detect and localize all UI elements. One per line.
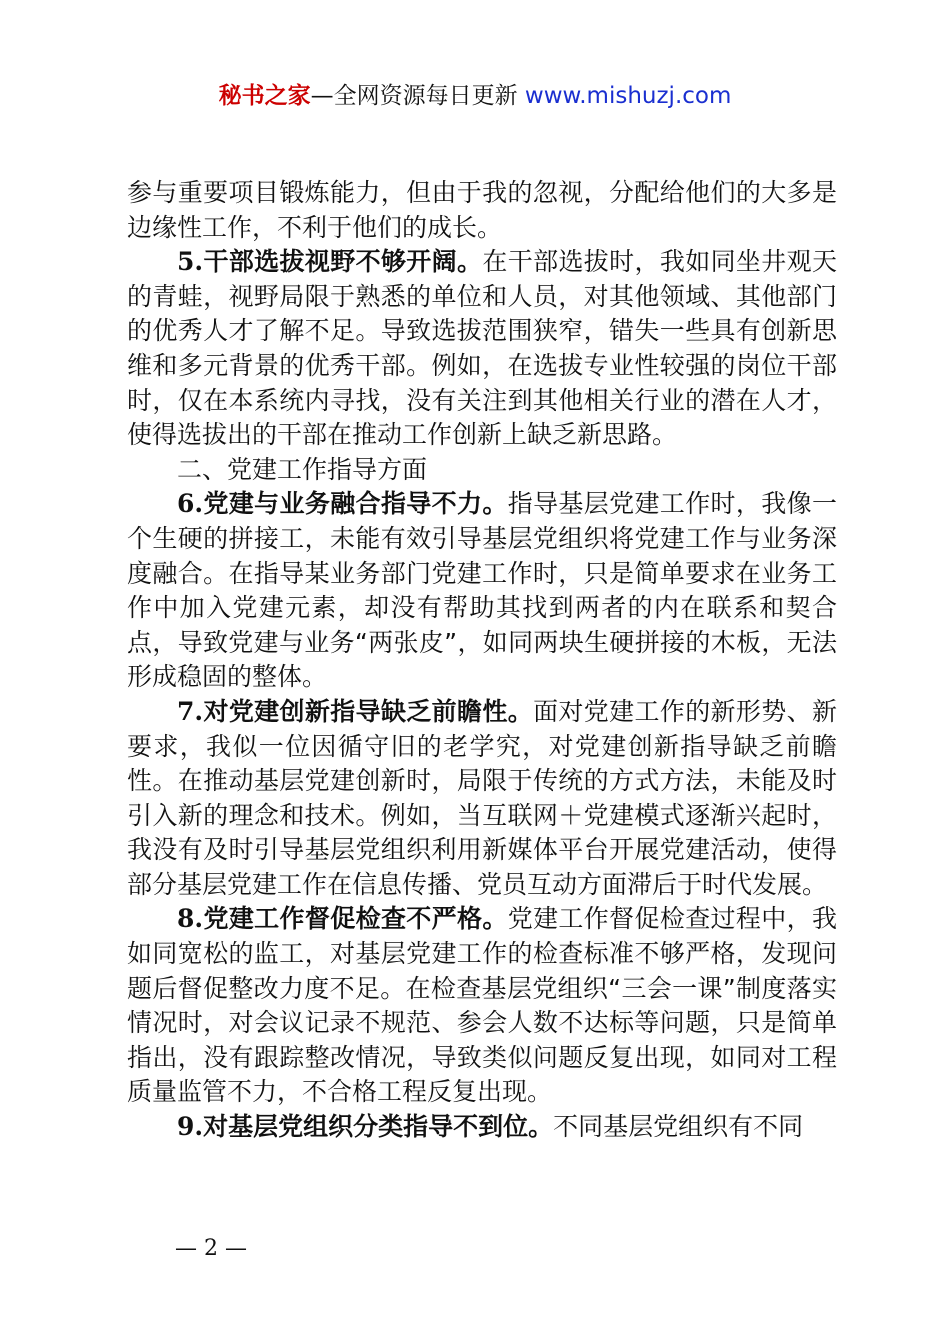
banner-tagline: —全网资源每日更新 bbox=[310, 83, 518, 109]
paragraph-body: 指导基层党建工作时，我像一个生硬的拼接工，未能有效引导基层党组织将党建工作与业务深度融合。在指导某业务部门党建工作时，只是简单要求在业务工作中加入党建元素，却没有帮助其找到两者的内在联系和契合点，导致党建与业务“两张皮”，如同两块生硬拼接的木板，无法形成稳固的整体。 bbox=[127, 489, 837, 692]
item-number: 6. bbox=[177, 489, 204, 519]
site-banner bbox=[0, 80, 950, 112]
paragraph-body: 不同基层党组织有不同 bbox=[553, 1112, 804, 1142]
paragraph-body: 参与重要项目锻炼能力，但由于我的忽视，分配给他们的大多是边缘性工作，不利于他们的成长。 bbox=[127, 178, 837, 242]
paragraph-item-6 bbox=[127, 487, 837, 695]
paragraph-body: 面对党建工作的新形势、新要求，我似一位因循守旧的老学究，对党建创新指导缺乏前瞻性。在推动基层党建创新时，局限于传统的方式方法，未能及时引入新的理念和技术。例如，当互联网＋党建模式逐渐兴起时，我没有及时引导基层党组织利用新媒体平台开展党建活动，使得部分基层党建工作在信息传播、党员互动方面滞后于时代发展。 bbox=[127, 696, 837, 899]
paragraph-continuation bbox=[127, 176, 837, 245]
item-number: 9. bbox=[177, 1112, 204, 1142]
item-heading: 党建与业务融合指导不力。 bbox=[203, 489, 508, 519]
item-heading: 对基层党组织分类指导不到位。 bbox=[203, 1112, 554, 1142]
document-body bbox=[127, 176, 837, 1145]
item-number: 5. bbox=[177, 247, 204, 277]
paragraph-item-7 bbox=[127, 695, 837, 903]
paragraph-item-5 bbox=[127, 245, 837, 453]
paragraph-body: 党建工作督促检查过程中，我如同宽松的监工，对基层党建工作的检查标准不够严格，发现问题后督促整改力度不足。在检查基层党组织“三会一课”制度落实情况时，对会议记录不规范、参会人数不达标等问题，只是简单指出，没有跟踪整改情况，导致类似问题反复出现，如同对工程质量监管不力，不合格工程反复出现。 bbox=[127, 904, 837, 1107]
section-heading: 二、党建工作指导方面 bbox=[177, 454, 428, 484]
item-number: 8. bbox=[177, 904, 204, 934]
item-heading: 党建工作督促检查不严格。 bbox=[203, 904, 508, 934]
paragraph-item-8 bbox=[127, 902, 837, 1110]
site-url-link[interactable]: www.mishuzj.com bbox=[524, 83, 732, 109]
item-number: 7. bbox=[177, 696, 204, 726]
page-number: — 2 — bbox=[175, 1236, 247, 1261]
item-heading: 干部选拔视野不够开阔。 bbox=[203, 247, 483, 277]
brand-name: 秘书之家 bbox=[218, 83, 311, 109]
item-heading: 对党建创新指导缺乏前瞻性。 bbox=[203, 696, 534, 726]
paragraph-body: 在干部选拔时，我如同坐井观天的青蛙，视野局限于熟悉的单位和人员，对其他领域、其他部门的优秀人才了解不足。导致选拔范围狭窄，错失一些具有创新思维和多元背景的优秀干部。例如，在选拔专业性较强的岗位干部时，仅在本系统内寻找，没有关注到其他相关行业的潜在人才，使得选拔出的干部在推动工作创新上缺乏新思路。 bbox=[127, 247, 837, 450]
paragraph-item-9 bbox=[127, 1110, 837, 1145]
